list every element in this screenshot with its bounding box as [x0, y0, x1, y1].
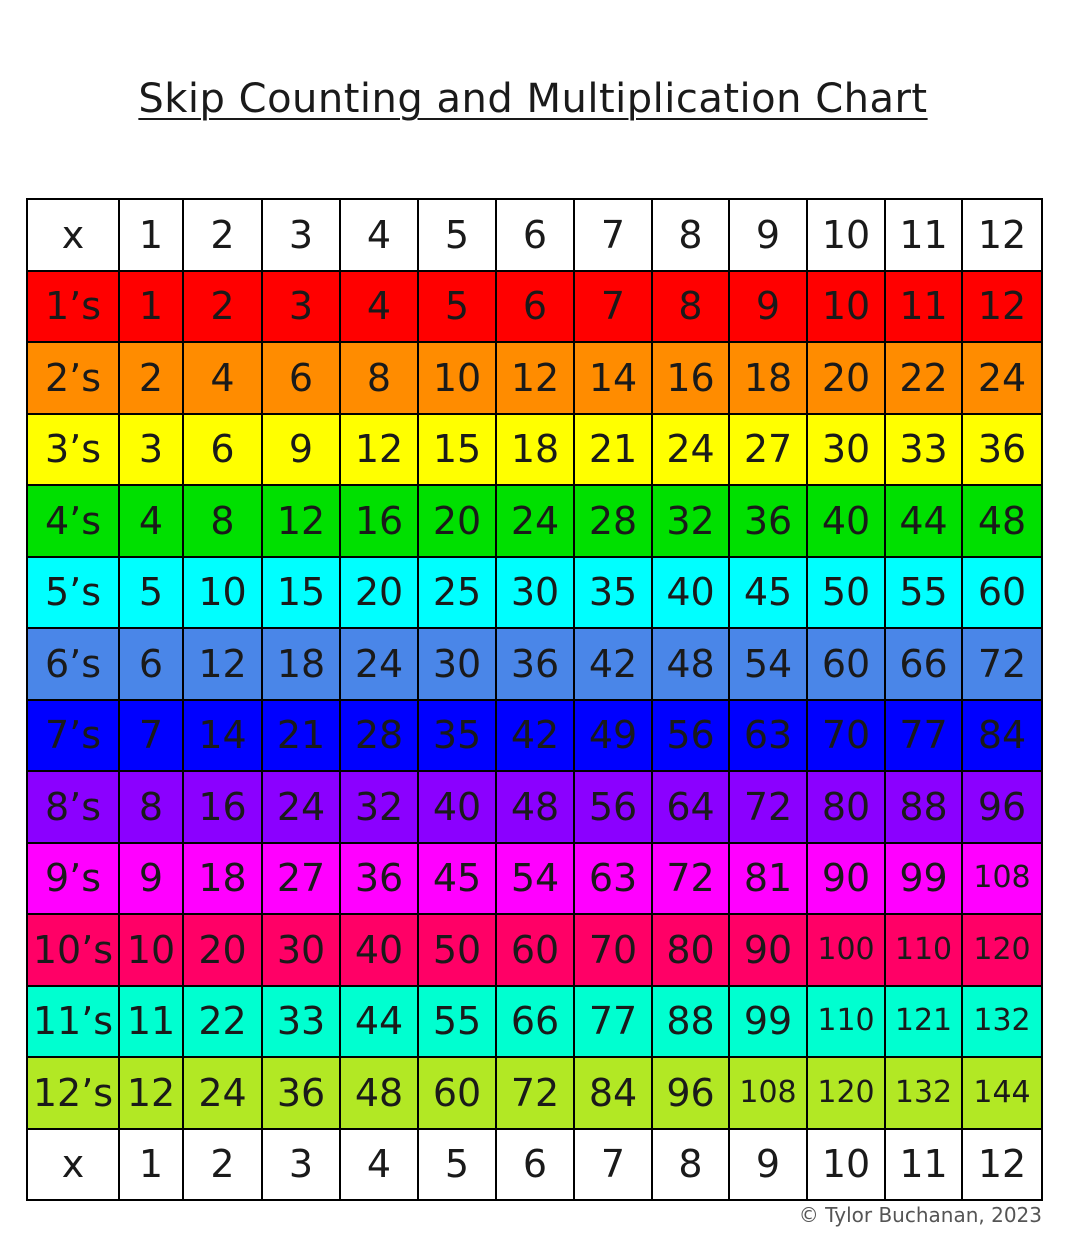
product-cell: 44: [885, 485, 962, 557]
column-header: 12: [962, 1129, 1042, 1201]
product-cell: 4: [340, 271, 418, 343]
copyright-credit: © Tylor Buchanan, 2023: [798, 1203, 1042, 1227]
product-cell: 20: [807, 342, 885, 414]
product-cell: 63: [574, 843, 652, 915]
product-cell: 66: [496, 986, 574, 1058]
product-cell: 24: [183, 1057, 262, 1129]
product-cell: 48: [496, 771, 574, 843]
product-cell: 66: [885, 628, 962, 700]
product-cell: 40: [807, 485, 885, 557]
product-cell: 30: [262, 914, 340, 986]
table-row: [27, 557, 1042, 629]
product-cell: 20: [418, 485, 496, 557]
product-cell: 40: [652, 557, 729, 629]
product-cell: 99: [729, 986, 807, 1058]
product-cell: 40: [418, 771, 496, 843]
product-cell: 30: [496, 557, 574, 629]
product-cell: 15: [418, 414, 496, 486]
product-cell: 4: [183, 342, 262, 414]
product-cell: 36: [340, 843, 418, 915]
product-cell: 60: [807, 628, 885, 700]
product-cell: 7: [119, 700, 183, 772]
product-cell: 16: [652, 342, 729, 414]
product-cell: 22: [885, 342, 962, 414]
row-label: 7’s: [27, 700, 119, 772]
column-header: 6: [496, 1129, 574, 1201]
product-cell: 22: [183, 986, 262, 1058]
product-cell: 27: [262, 843, 340, 915]
product-cell: 110: [885, 914, 962, 986]
table-row: [27, 342, 1042, 414]
table-row: [27, 628, 1042, 700]
product-cell: 60: [962, 557, 1042, 629]
product-cell: 8: [652, 271, 729, 343]
product-cell: 16: [340, 485, 418, 557]
product-cell: 27: [729, 414, 807, 486]
product-cell: 35: [574, 557, 652, 629]
product-cell: 49: [574, 700, 652, 772]
column-header: 1: [119, 199, 183, 271]
product-cell: 45: [729, 557, 807, 629]
product-cell: 18: [496, 414, 574, 486]
table-row: [27, 986, 1042, 1058]
product-cell: 70: [807, 700, 885, 772]
product-cell: 88: [652, 986, 729, 1058]
product-cell: 56: [574, 771, 652, 843]
column-header: 8: [652, 1129, 729, 1201]
product-cell: 28: [340, 700, 418, 772]
product-cell: 12: [119, 1057, 183, 1129]
product-cell: 16: [183, 771, 262, 843]
product-cell: 96: [962, 771, 1042, 843]
product-cell: 5: [119, 557, 183, 629]
product-cell: 10: [418, 342, 496, 414]
product-cell: 120: [962, 914, 1042, 986]
product-cell: 7: [574, 271, 652, 343]
product-cell: 24: [496, 485, 574, 557]
column-header: 11: [885, 1129, 962, 1201]
product-cell: 9: [262, 414, 340, 486]
product-cell: 18: [262, 628, 340, 700]
times-symbol: x: [27, 199, 119, 271]
row-label: 8’s: [27, 771, 119, 843]
column-header: 11: [885, 199, 962, 271]
row-label: 2’s: [27, 342, 119, 414]
product-cell: 3: [119, 414, 183, 486]
product-cell: 90: [807, 843, 885, 915]
product-cell: 10: [119, 914, 183, 986]
product-cell: 50: [807, 557, 885, 629]
product-cell: 77: [574, 986, 652, 1058]
product-cell: 63: [729, 700, 807, 772]
product-cell: 12: [962, 271, 1042, 343]
product-cell: 54: [496, 843, 574, 915]
product-cell: 42: [496, 700, 574, 772]
product-cell: 84: [574, 1057, 652, 1129]
product-cell: 70: [574, 914, 652, 986]
product-cell: 24: [652, 414, 729, 486]
column-header: 6: [496, 199, 574, 271]
row-label: 5’s: [27, 557, 119, 629]
times-symbol: x: [27, 1129, 119, 1201]
column-header: 7: [574, 1129, 652, 1201]
product-cell: 15: [262, 557, 340, 629]
product-cell: 90: [729, 914, 807, 986]
row-label: 4’s: [27, 485, 119, 557]
product-cell: 6: [262, 342, 340, 414]
product-cell: 100: [807, 914, 885, 986]
product-cell: 11: [885, 271, 962, 343]
product-cell: 36: [962, 414, 1042, 486]
column-header: 3: [262, 199, 340, 271]
product-cell: 132: [962, 986, 1042, 1058]
product-cell: 8: [340, 342, 418, 414]
product-cell: 40: [340, 914, 418, 986]
product-cell: 80: [807, 771, 885, 843]
product-cell: 2: [119, 342, 183, 414]
product-cell: 45: [418, 843, 496, 915]
product-cell: 3: [262, 271, 340, 343]
product-cell: 6: [119, 628, 183, 700]
product-cell: 108: [962, 843, 1042, 915]
product-cell: 33: [262, 986, 340, 1058]
product-cell: 36: [729, 485, 807, 557]
product-cell: 2: [183, 271, 262, 343]
product-cell: 108: [729, 1057, 807, 1129]
product-cell: 35: [418, 700, 496, 772]
product-cell: 54: [729, 628, 807, 700]
table-row: [27, 271, 1042, 343]
row-label: 1’s: [27, 271, 119, 343]
product-cell: 18: [729, 342, 807, 414]
column-header: 5: [418, 199, 496, 271]
column-header: 2: [183, 199, 262, 271]
product-cell: 14: [574, 342, 652, 414]
product-cell: 21: [574, 414, 652, 486]
table-row: [27, 485, 1042, 557]
column-header: 12: [962, 199, 1042, 271]
product-cell: 20: [183, 914, 262, 986]
multiplication-table: [26, 198, 1043, 1201]
product-cell: 84: [962, 700, 1042, 772]
product-cell: 20: [340, 557, 418, 629]
column-header: 10: [807, 1129, 885, 1201]
product-cell: 110: [807, 986, 885, 1058]
product-cell: 9: [119, 843, 183, 915]
product-cell: 60: [496, 914, 574, 986]
column-header: 1: [119, 1129, 183, 1201]
product-cell: 4: [119, 485, 183, 557]
row-label: 3’s: [27, 414, 119, 486]
product-cell: 88: [885, 771, 962, 843]
table-row: [27, 414, 1042, 486]
product-cell: 99: [885, 843, 962, 915]
product-cell: 18: [183, 843, 262, 915]
product-cell: 12: [340, 414, 418, 486]
product-cell: 28: [574, 485, 652, 557]
row-label: 12’s: [27, 1057, 119, 1129]
row-label: 9’s: [27, 843, 119, 915]
product-cell: 24: [262, 771, 340, 843]
row-label: 6’s: [27, 628, 119, 700]
table-row: [27, 700, 1042, 772]
table-row: [27, 771, 1042, 843]
product-cell: 36: [496, 628, 574, 700]
product-cell: 72: [729, 771, 807, 843]
product-cell: 21: [262, 700, 340, 772]
table-row: [27, 914, 1042, 986]
product-cell: 30: [807, 414, 885, 486]
column-header: 3: [262, 1129, 340, 1201]
row-label: 11’s: [27, 986, 119, 1058]
product-cell: 30: [418, 628, 496, 700]
product-cell: 9: [729, 271, 807, 343]
product-cell: 10: [183, 557, 262, 629]
product-cell: 144: [962, 1057, 1042, 1129]
product-cell: 48: [652, 628, 729, 700]
product-cell: 60: [418, 1057, 496, 1129]
product-cell: 12: [183, 628, 262, 700]
product-cell: 24: [340, 628, 418, 700]
product-cell: 48: [340, 1057, 418, 1129]
column-header: 9: [729, 1129, 807, 1201]
product-cell: 132: [885, 1057, 962, 1129]
chart-title: Skip Counting and Multiplication Chart: [138, 76, 928, 122]
product-cell: 72: [962, 628, 1042, 700]
product-cell: 10: [807, 271, 885, 343]
product-cell: 6: [496, 271, 574, 343]
product-cell: 81: [729, 843, 807, 915]
product-cell: 56: [652, 700, 729, 772]
product-cell: 44: [340, 986, 418, 1058]
product-cell: 8: [183, 485, 262, 557]
product-cell: 33: [885, 414, 962, 486]
product-cell: 121: [885, 986, 962, 1058]
product-cell: 32: [340, 771, 418, 843]
product-cell: 55: [885, 557, 962, 629]
row-label: 10’s: [27, 914, 119, 986]
product-cell: 1: [119, 271, 183, 343]
product-cell: 14: [183, 700, 262, 772]
product-cell: 80: [652, 914, 729, 986]
product-cell: 24: [962, 342, 1042, 414]
product-cell: 12: [496, 342, 574, 414]
product-cell: 36: [262, 1057, 340, 1129]
product-cell: 32: [652, 485, 729, 557]
product-cell: 72: [496, 1057, 574, 1129]
product-cell: 120: [807, 1057, 885, 1129]
table-row: [27, 1057, 1042, 1129]
product-cell: 25: [418, 557, 496, 629]
product-cell: 8: [119, 771, 183, 843]
product-cell: 42: [574, 628, 652, 700]
column-header: 10: [807, 199, 885, 271]
column-header: 7: [574, 199, 652, 271]
column-header: 8: [652, 199, 729, 271]
column-header: 4: [340, 199, 418, 271]
header-row: [27, 199, 1042, 271]
product-cell: 77: [885, 700, 962, 772]
column-header: 9: [729, 199, 807, 271]
product-cell: 55: [418, 986, 496, 1058]
footer-row: [27, 1129, 1042, 1201]
product-cell: 48: [962, 485, 1042, 557]
product-cell: 50: [418, 914, 496, 986]
product-cell: 96: [652, 1057, 729, 1129]
column-header: 2: [183, 1129, 262, 1201]
column-header: 4: [340, 1129, 418, 1201]
product-cell: 64: [652, 771, 729, 843]
product-cell: 6: [183, 414, 262, 486]
table-row: [27, 843, 1042, 915]
product-cell: 11: [119, 986, 183, 1058]
product-cell: 72: [652, 843, 729, 915]
product-cell: 12: [262, 485, 340, 557]
column-header: 5: [418, 1129, 496, 1201]
product-cell: 5: [418, 271, 496, 343]
